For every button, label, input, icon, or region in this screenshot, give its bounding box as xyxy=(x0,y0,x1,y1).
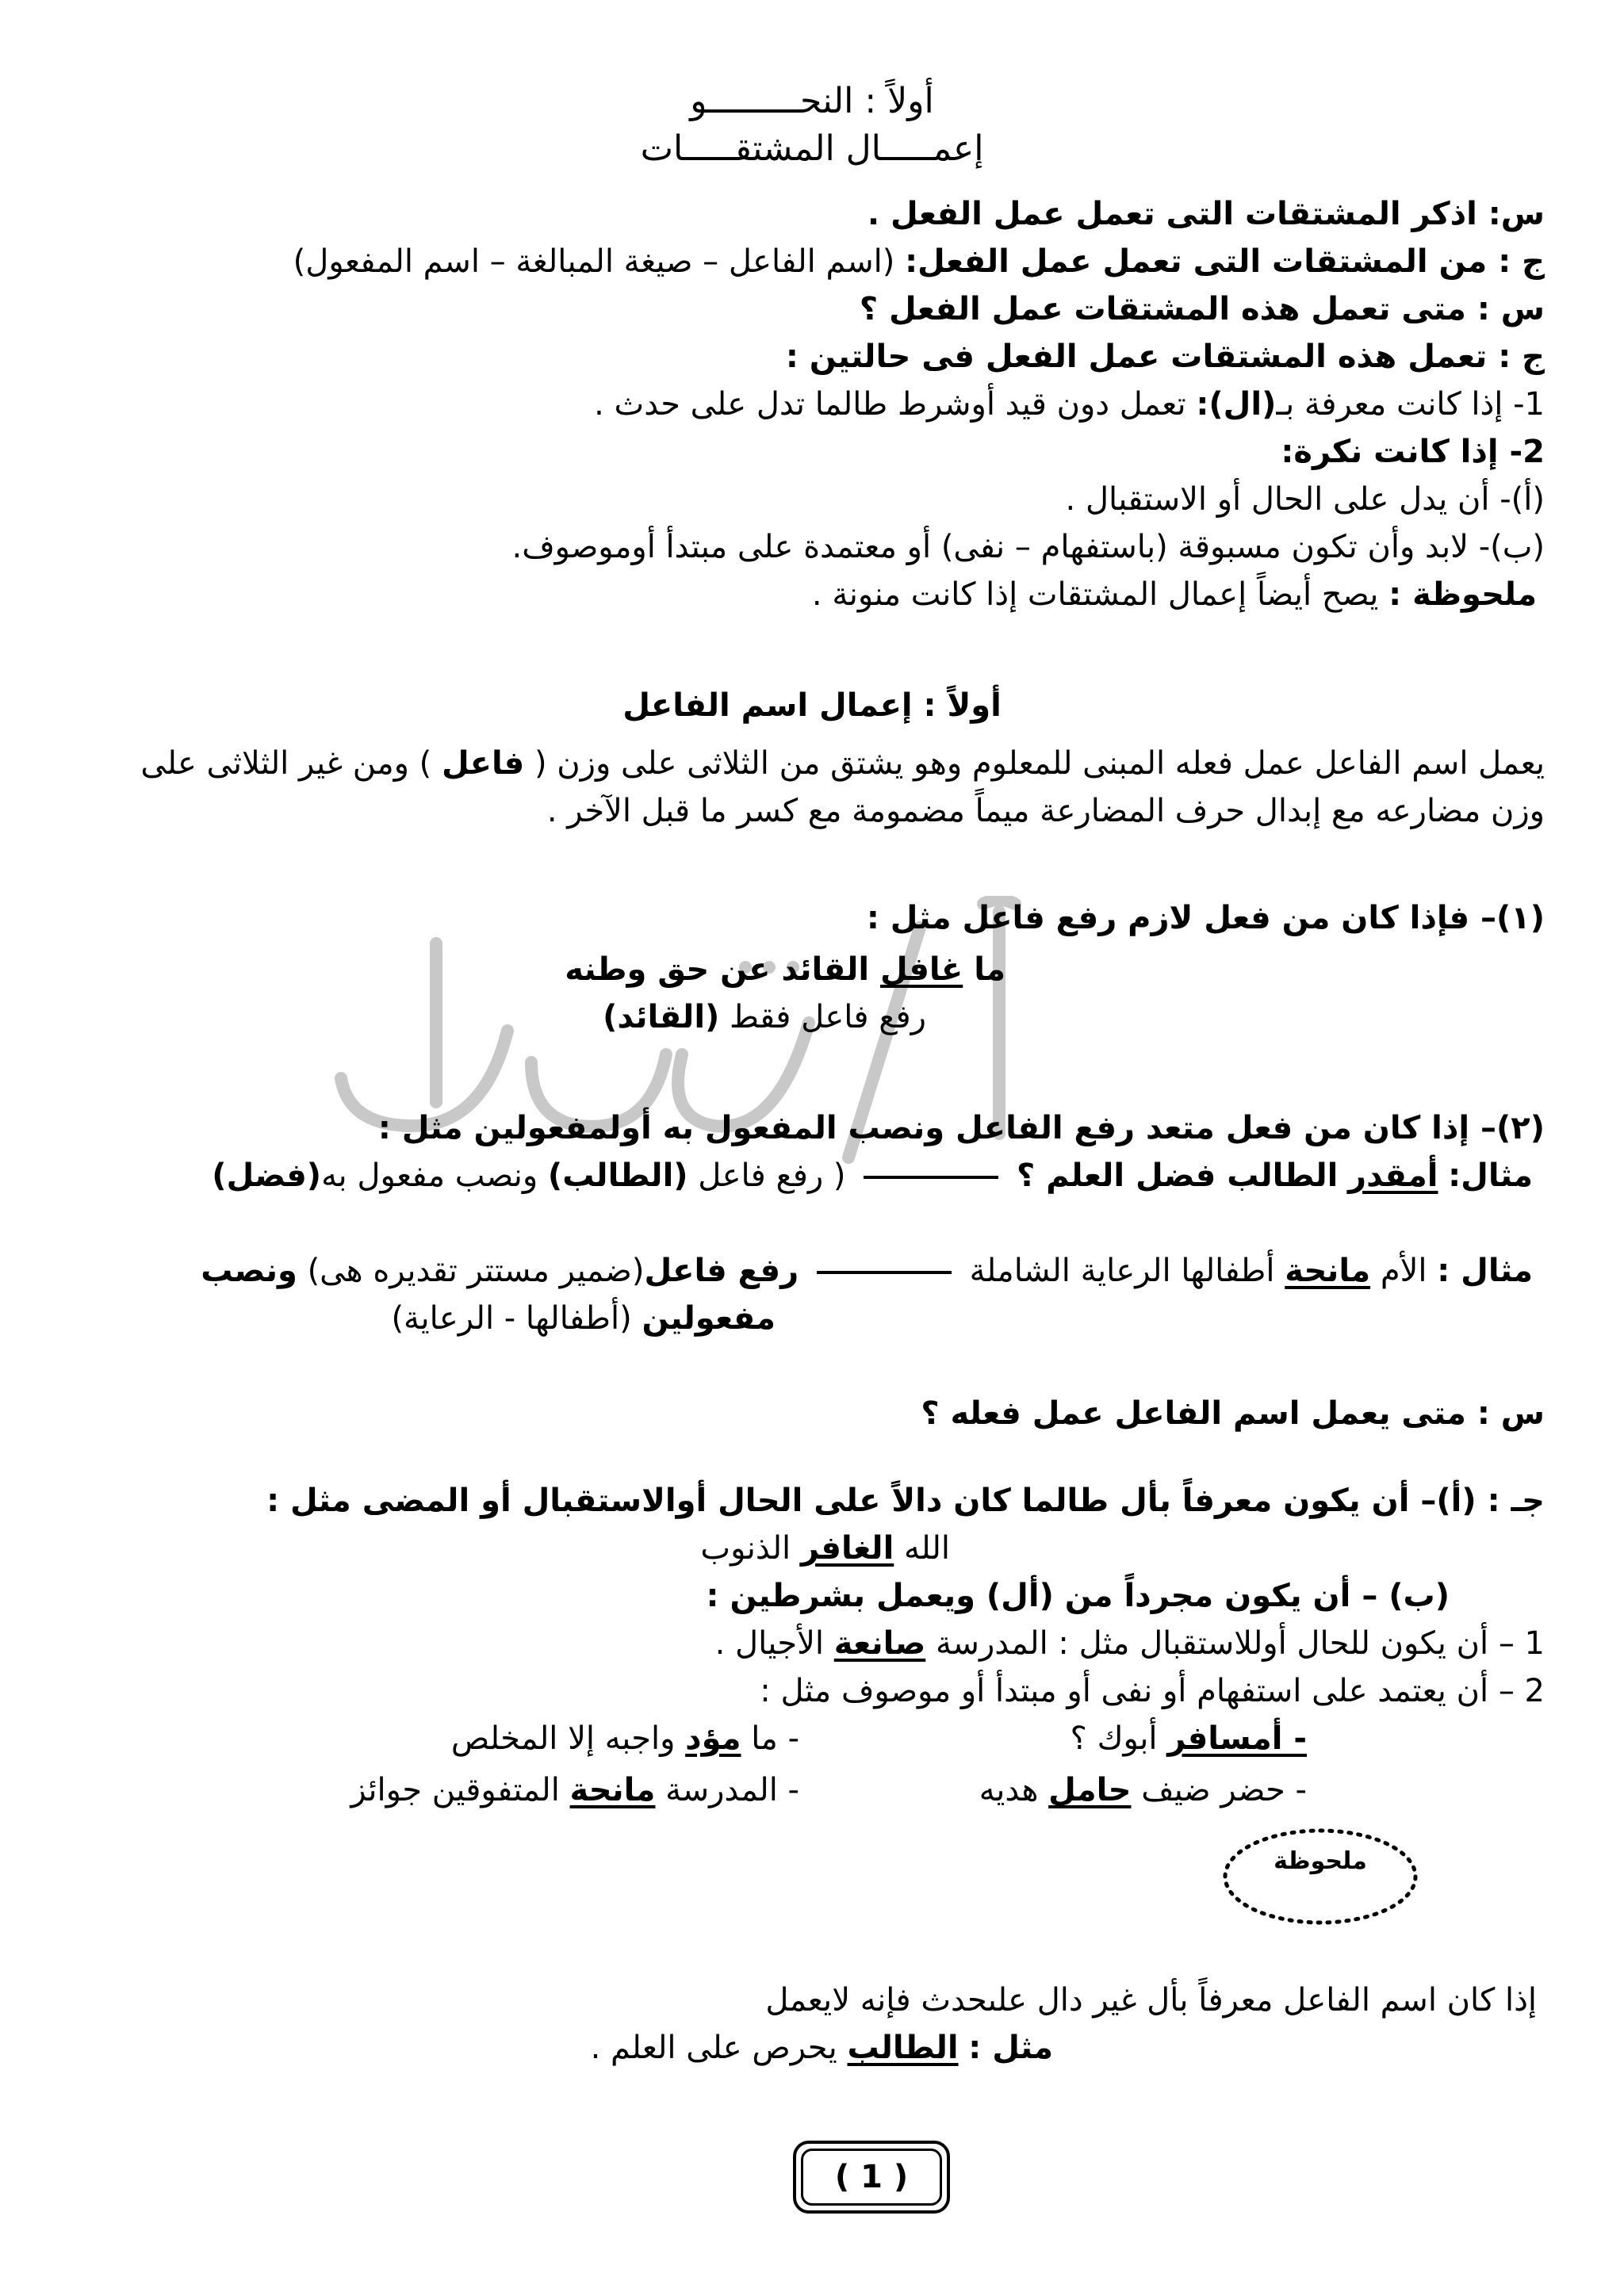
rule-1-result-text: رفع فاعل فقط xyxy=(730,999,926,1035)
example-1-r4: (فضل) xyxy=(212,1158,322,1194)
section-1-title: أولاً : إعمال اسم الفاعل xyxy=(622,687,1002,724)
rule-2-head: (٢)– إذا كان من فعل متعد رفع الفاعل ونصب المفعول به أولمفعولين مثل : xyxy=(377,1110,1545,1146)
arrow-line xyxy=(864,1176,998,1179)
example-muaddi xyxy=(451,1716,799,1761)
example-2-r1: رفع فاعل xyxy=(644,1253,799,1289)
example-1-keyword: أمقدر xyxy=(1348,1158,1438,1194)
question-3: س : متى يعمل اسم الفاعل عمل فعله ؟ xyxy=(921,1395,1545,1432)
keyword-hamil: حامل xyxy=(1048,1772,1132,1808)
rule-2-example-1 xyxy=(212,1154,1533,1198)
answer-1-label: ج : من المشتقات التى تعمل عمل الفعل: xyxy=(905,243,1545,280)
note-line xyxy=(812,572,1537,617)
example-keyword-ghafir: الغافر xyxy=(800,1530,894,1567)
answer-3-b: (ب) – أن يكون مجرداً من (أل) ويعمل بشرطين : xyxy=(706,1578,1450,1614)
note-label: ملحوظة : xyxy=(1388,576,1537,613)
condition-1-a: 1 – أن يكون للحال أوللاستقبال مثل : المدرسة xyxy=(935,1625,1545,1662)
final-line-1: إذا كان اسم الفاعل معرفاً بأل غير دال علىحدث فإنه لايعمل xyxy=(765,1982,1537,2019)
example-2-keyword: مانحة xyxy=(1285,1253,1371,1289)
final-example-label: مثل : xyxy=(968,2030,1053,2066)
example-2-r2: (ضمير مستتر تقديره هى) xyxy=(307,1253,645,1289)
note-text: يصح أيضاً إعمال المشتقات إذا كانت منونة . xyxy=(811,576,1379,613)
example-muaddi-b: واجبه إلا المخلص xyxy=(450,1720,676,1757)
example-maniha xyxy=(350,1768,799,1812)
rule-1-rest: القائد عن حق وطنه xyxy=(565,951,870,988)
example-muaddi-a: - ما xyxy=(751,1720,799,1757)
rule-1-head: (١)– فإذا كان من فعل لازم رفع فاعل مثل : xyxy=(866,900,1545,936)
final-rest: يحرص على العلم . xyxy=(590,2030,837,2066)
example-allah: الله xyxy=(904,1530,950,1567)
example-hamil-a: - حضر ضيف xyxy=(1141,1772,1307,1808)
example-2-b: أطفالها الرعاية الشاملة xyxy=(969,1253,1275,1289)
answer-3-a-text: أن يكون معرفاً بأل طالما كان دالاً على الحال أوالاستقبال أو المضى مثل : xyxy=(266,1483,1410,1519)
final-line-2 xyxy=(591,2026,1053,2070)
condition-1-b: الأجيال . xyxy=(714,1625,825,1662)
section-1-para-line-2: وزن مضارعه مع إبدال حرف المضارعة ميماً مضمومة مع كسر ما قبل الآخر . xyxy=(546,793,1545,829)
example-2-r4: مفعولين xyxy=(642,1300,776,1337)
case-2-a: (أ)- أن يدل على الحال أو الاستقبال . xyxy=(1065,481,1545,518)
example-1-r3: ونصب مفعول به xyxy=(321,1158,538,1194)
answer-2: ج : تعمل هذه المشتقات عمل الفعل فى حالتين : xyxy=(785,339,1545,375)
example-maniha-a: - المدرسة xyxy=(665,1772,799,1808)
answer-1 xyxy=(293,239,1545,284)
case-1-text: تعمل دون قيد أوشرط طالما تدل على حدث . xyxy=(594,386,1186,423)
note-oval-frame xyxy=(1213,1820,1427,1934)
answer-3-a xyxy=(266,1479,1545,1523)
example-maniha-b: المتفوقين جوائز xyxy=(350,1772,560,1808)
arrow-line xyxy=(817,1271,952,1274)
page-title: أولاً : النحـــــــــو xyxy=(690,81,934,121)
case-1 xyxy=(594,382,1545,427)
example-1-rest: الطالب فضل العلم ؟ xyxy=(1016,1158,1339,1194)
para-1-wazn: فاعل xyxy=(441,745,525,782)
rule-2-example-2 xyxy=(201,1249,1533,1293)
keyword-muaddi: مؤد xyxy=(685,1720,741,1757)
example-dhunub: الذنوب xyxy=(700,1530,791,1567)
answer-3-prefix: جـ : (أ)– xyxy=(1420,1483,1545,1519)
example-hamil xyxy=(979,1768,1307,1812)
example-hamil-b: هديه xyxy=(979,1772,1039,1808)
final-keyword: الطالب xyxy=(847,2030,959,2066)
case-1-al: (ال): xyxy=(1196,386,1277,423)
page-number-box xyxy=(793,2141,950,2214)
example-2-a: الأم xyxy=(1380,1253,1427,1289)
example-musafir xyxy=(1071,1716,1307,1761)
example-1-label: مثال: xyxy=(1448,1158,1533,1194)
example-1-r2: (الطالب) xyxy=(547,1158,688,1194)
example-1-r1: ( رفع فاعل xyxy=(698,1158,846,1194)
section-1-para-line-1 xyxy=(140,741,1545,786)
rule-1-keyword: غافل xyxy=(880,951,963,988)
rule-2-example-2-cont xyxy=(391,1296,776,1341)
case-2-b: (ب)- لابد وأن تكون مسبوقة (باستفهام – نفى) أو معتمدة على مبتدأ أوموصوف. xyxy=(511,529,1545,565)
rule-1-example xyxy=(565,947,1005,992)
condition-2: 2 – أن يعتمد على استفهام أو نفى أو مبتدأ أو موصوف مثل : xyxy=(760,1673,1545,1709)
note-oval-label: ملحوظة xyxy=(1274,1847,1367,1875)
case-2: 2- إذا كانت نكرة: xyxy=(1281,434,1545,470)
para-1-part-c: ) ومن غير الثلاثى على xyxy=(140,745,432,782)
condition-1-keyword: صانعة xyxy=(833,1625,926,1662)
example-2-label: مثال : xyxy=(1437,1253,1533,1289)
rule-1-ma: ما xyxy=(974,951,1005,988)
rule-1-result xyxy=(603,995,926,1039)
example-2-r5: (أطفالها - الرعاية) xyxy=(391,1300,632,1337)
question-1: س: اذكر المشتقات التى تعمل عمل الفعل . xyxy=(867,196,1545,232)
page-subtitle: إعمـــــال المشتقـــــات xyxy=(640,128,984,169)
keyword-musafir: - أمسافر xyxy=(1167,1720,1307,1757)
example-2-r3: ونصب xyxy=(201,1253,297,1289)
keyword-maniha: مانحة xyxy=(569,1772,656,1808)
example-musafir-rest: أبوك ؟ xyxy=(1070,1720,1158,1757)
question-2: س : متى تعمل هذه المشتقات عمل الفعل ؟ xyxy=(859,291,1545,327)
rule-1-result-word: (القائد) xyxy=(603,999,720,1035)
para-1-part-a: يعمل اسم الفاعل عمل فعله المبنى للمعلوم وهو يشتق من الثلاثى على وزن ( xyxy=(534,745,1545,782)
condition-1 xyxy=(715,1621,1545,1666)
answer-1-text: (اسم الفاعل – صيغة المبالغة – اسم المفعول) xyxy=(293,243,895,280)
case-1-prefix: 1- إذا كانت معرفة بـ xyxy=(1276,386,1545,423)
answer-3-a-example xyxy=(700,1526,950,1571)
page-number: ( 1 ) xyxy=(834,2159,909,2195)
